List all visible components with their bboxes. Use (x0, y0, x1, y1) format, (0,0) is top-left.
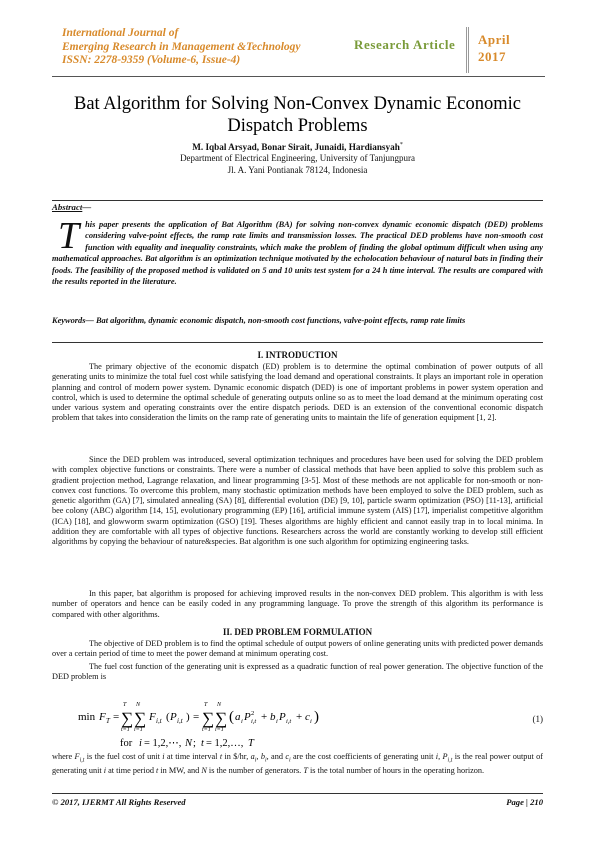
svg-text:i: i (310, 718, 312, 725)
svg-text:∑: ∑ (121, 709, 134, 728)
text-run: where (52, 752, 75, 761)
keywords-text: Bat algorithm, dynamic economic dispatch, non-smooth cost functions, valve-point effects, ramp rate limits (93, 316, 466, 325)
svg-text:t: t (201, 738, 204, 749)
symbol-subscript: i,t (79, 757, 85, 764)
svg-text:T: T (106, 717, 110, 725)
text-run: is the real power output of generating unit (52, 752, 544, 775)
svg-text:P: P (279, 711, 286, 723)
svg-text:(: ( (166, 711, 170, 723)
section-heading-introduction: I. INTRODUCTION (257, 350, 338, 360)
symbol-P: P (442, 752, 448, 761)
svg-text:i,t: i,t (251, 718, 257, 725)
svg-text:N: N (136, 702, 141, 708)
svg-text:b: b (270, 711, 276, 723)
objective-function-formula (72, 696, 402, 752)
text-run: is the fuel cost of unit (84, 752, 163, 761)
svg-text:i=1: i=1 (134, 727, 143, 733)
svg-text:min: min (78, 711, 96, 723)
text-run: at time interval (164, 752, 220, 761)
corresponding-mark: * (399, 142, 403, 148)
svg-text:F: F (99, 711, 106, 723)
affiliation-line-1: Department of Electrical Engineering, University of Tanjungpura (180, 153, 415, 163)
article-type: Research Article (354, 37, 456, 52)
symbol-i: i (103, 765, 107, 775)
abstract-label (52, 202, 91, 212)
intro-paragraph-1: The primary objective of the economic dispatch (ED) problem is to determine the optimal combination of power outputs of all generating units to minimize the total fuel cost while satisfying the load demand and operational constraints. It plays an important role in operation planning and control of modern power system. Dynamic economic dispatch (DED) is one of important problems in power system operation and control, which is used to determine the optimal schedule of generating outputs online so as to meet the load demand at the minimum operating cost under various system and operating constraints over the entire dispatch periods. DED is an extension of the conventional economic dispatch problem that takes into consideration the limits on the ramp rate of generating units to maintain the life of generation equipment [1, 2]. (52, 362, 543, 423)
svg-text:a: a (235, 711, 241, 723)
issue-year: 2017 (478, 49, 506, 64)
equation-1 (52, 696, 543, 752)
symbol-t: t (156, 765, 159, 775)
footer-page-number: Page | 210 (506, 797, 543, 807)
footer-rule (52, 793, 543, 794)
journal-header (52, 27, 544, 77)
svg-text:=: = (113, 711, 120, 723)
affiliation-line-2: Jl. A. Yani Pontianak 78124, Indonesia (227, 165, 368, 175)
svg-text:= 1,2,…,: = 1,2,…, (206, 738, 244, 749)
text-run: is the total number of hours in the operating horizon. (307, 765, 485, 775)
svg-text:i,t: i,t (156, 717, 162, 725)
header-divider (468, 27, 469, 73)
abstract-dash: — (82, 202, 92, 212)
symbol-T: T (303, 765, 308, 775)
formulation-paragraph-2: The fuel cost function of the generating unit is expressed as a quadratic function of real power generation. The objective function of the DED problem is (52, 662, 543, 682)
header-divider (466, 27, 467, 73)
header-rule (52, 76, 545, 77)
svg-text:=: = (193, 711, 200, 723)
svg-text:N: N (185, 738, 193, 749)
svg-text:∑: ∑ (202, 709, 215, 728)
svg-text:∑: ∑ (215, 709, 228, 728)
svg-text:for: for (120, 738, 133, 749)
svg-text:2: 2 (251, 710, 255, 717)
paper-title (40, 93, 555, 137)
svg-text:P: P (244, 711, 251, 723)
symbol-b: b (260, 752, 265, 761)
abstract-rule (52, 200, 543, 201)
journal-name (62, 27, 392, 68)
journal-line-2: Emerging Research in Management &Technology (62, 40, 301, 53)
svg-text:= 1,2,⋯,: = 1,2,⋯, (144, 738, 182, 749)
text-run: at time period (106, 765, 157, 775)
svg-text:c: c (305, 711, 310, 723)
text-run: in $/hr, (222, 752, 251, 761)
text-run: is the number of generators. (206, 765, 304, 775)
section-heading-formulation: II. DED PROBLEM FORMULATION (222, 627, 373, 637)
svg-text:T: T (248, 738, 254, 749)
abstract-dropcap: T (58, 215, 80, 257)
abstract-text (52, 215, 543, 287)
issue-month: April (478, 32, 511, 47)
author-list (40, 139, 555, 153)
symbol-subscript: i,t (447, 757, 453, 764)
svg-text:i,t: i,t (286, 718, 292, 725)
svg-text:+: + (296, 711, 303, 723)
symbol-N: N (201, 765, 207, 775)
svg-text:T: T (204, 702, 208, 708)
text-run: are the cost coefficients of generating unit (290, 752, 436, 761)
svg-text:T: T (123, 702, 127, 708)
authors: M. Iqbal Arsyad, Bonar Sirait, Junaidi, Hardiansyah (192, 142, 400, 153)
svg-text:): ) (314, 709, 319, 725)
svg-text:): ) (186, 711, 190, 723)
abstract-label-text: Abstract (52, 202, 83, 212)
affiliation (40, 152, 555, 176)
keywords (52, 315, 543, 326)
footer-copyright: © 2017, IJERMT All Rights Reserved (52, 797, 186, 807)
abstract-body: his paper presents the application of Bat Algorithm (BA) for solving non-convex dynamic economic dispatch (DED) problems considering valve-point effects, the ramp rate limits and transmission losses. The practical DED problems have non-smooth cost function with equality and inequality constraints, which make the problem of finding the global optimum difficult when using any mathematical approaches. Bat algorithm is an optimization technique motivated by the echolocation behaviour of natural bats in finding their foods. The feasibility of the proposed method is validated on 5 and 10 units test system for a 24 h time interval. The results are compared with the results reported in the literature. (52, 220, 543, 287)
svg-text:t=1: t=1 (202, 727, 211, 733)
svg-text:i: i (276, 718, 278, 725)
journal-line-1: International Journal of (62, 27, 179, 39)
svg-text:N: N (217, 702, 222, 708)
journal-issn: ISSN: 2278-9359 (Volume-6, Issue-4) (62, 54, 241, 66)
formulation-paragraph-1: The objective of DED problem is to find the optimal schedule of output powers of online generating units with predicted power demands over a certain period of time to meet the power demand at minimum operating cost. (52, 639, 543, 659)
symbol-F: F (74, 752, 80, 761)
svg-text:t=1: t=1 (121, 727, 130, 733)
text-run: in MW, and (158, 765, 202, 775)
symbol-subscript: i (254, 757, 257, 764)
title-line-2: Dispatch Problems (227, 116, 368, 136)
svg-text:i: i (241, 718, 243, 725)
symbol-c: c (285, 752, 289, 761)
svg-text:∑: ∑ (134, 709, 147, 728)
intro-paragraph-2: Since the DED problem was introduced, several optimization techniques and procedures have been used for solving the DED problem with complex objective functions or constraints. There were a number of classical methods that have been applied to solve this problem such as gradient projection method, Lagrange relaxation, and linear programming [3-5]. Most of these methods are not applicable for non-smooth or non-convex cost functions. To overcome this problem, many stochastic optimization methods have been employed to solve the DED problem, such as genetic algorithm (GA) [7], simulated annealing (SA) [8], differential evolution (DE) [9, 10], particle swarm optimization (PSO) [11-13], artificial bee colony (ABC) algorithm [14, 15], evolutionary programming (EP) [16], artificial immune system (AIS) [17], imperialist competitive algorithm (ICA) [18], and glowworm swarm optimization (GSO) [19]. Theses algorithms are highly efficient and cannot easily trap in to local minima. In addition they are comfortable with all types of objective functions. Researchers across the world are constantly working to develop still efficient algorithms by copying the behaviour of nature&species. Bat algorithm is one such algorithm for optimizing engineering tasks. (52, 455, 543, 547)
svg-text:F: F (149, 711, 156, 723)
symbol-i: i (162, 752, 165, 761)
svg-text:i=1: i=1 (215, 727, 224, 733)
keywords-label: Keywords— (52, 316, 94, 325)
symbol-subscript: i (288, 757, 291, 764)
text-run: , (256, 752, 261, 761)
issue-date (478, 31, 538, 65)
svg-text:P: P (170, 711, 177, 723)
equation-number: (1) (532, 714, 543, 724)
text-run: , (438, 752, 443, 761)
svg-text:(: ( (229, 709, 234, 725)
svg-text:+: + (261, 711, 268, 723)
intro-paragraph-3: In this paper, bat algorithm is proposed for achieving improved results in the non-convex DED problem. This algorithm is with less number of operators and hence can be easily coded in any programming language. To prove the strength of this algorithm its performance is compared with other algorithms. (52, 589, 543, 619)
keywords-rule (52, 342, 543, 343)
symbol-a: a (250, 752, 255, 761)
symbol-i: i (435, 752, 439, 761)
svg-text:i: i (139, 738, 142, 749)
title-line-1: Bat Algorithm for Solving Non-Convex Dynamic Economic (73, 94, 522, 114)
svg-text:;: ; (193, 738, 196, 749)
formulation-paragraph-3 (52, 752, 543, 776)
text-run: , and (266, 752, 286, 761)
symbol-t: t (219, 752, 223, 761)
svg-text:i,t: i,t (177, 717, 183, 725)
symbol-subscript: i (264, 757, 267, 764)
